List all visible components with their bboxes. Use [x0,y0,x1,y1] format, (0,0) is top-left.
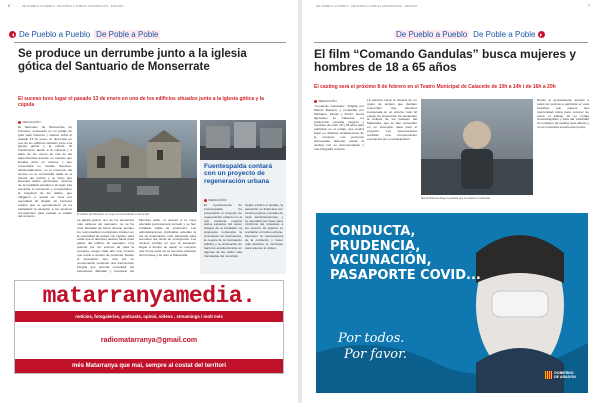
article-column: “Comando Gandulas”, dirigida por Marcel Barrena y producida por Mediapro, Filmax y Filmin, busca figurantes en Calaceite. La producción necesita mujeres y hombres de entre 18 y 65 años para participar en el rodaje, que tendrá lugar en distintas localizaciones de la comarca. Las personas interesadas deberán acudir al casting con su documentación y una fotografía reciente. [314,105,364,151]
byline-dot-icon [18,121,21,124]
sidebar-byline [204,198,227,202]
article-photo [77,120,197,212]
section-header [6,30,160,39]
headline-line: CONDUCTA, [330,224,416,239]
section-primary: De Pueblo a Pueblo [19,30,91,39]
article-column: La película narra la historia de un grupo de amigos que deciden emprender una aventura inesperada en un entorno rural. El equipo de producción ha destacado la belleza de los paisajes del Matarraña, que se han convertido en un escenario ideal para el proyecto. Los seleccionados recibirán una compensación económica por su participación. [367,99,417,141]
section-header [394,30,548,39]
byline-dot-icon [314,100,317,103]
sponsor-name [554,371,576,379]
headline-line: PRUDENCIA, [330,238,421,254]
article-column: El Santuario de Monserrate de Fórnoles, enclavado en un paraje de gran valor histórico y natural, sufrió el pasado 13 de enero un derrumbe en uno de los edificios situados junto a la iglesia gótica y la cúpula. El hundimiento afectó a la cubierta y a parte de los muros de una de las dependencias anexas, un espacio que llevaba años en desuso y que presentaba un notable deterioro. Afortunadamente, en el momento del suceso no se encontraba nadie en el interior del recinto y no hubo que lamentar daños personales. Vecinos de la localidad acudieron al lugar tras escuchar el estruendo y comprobaron la magnitud de los daños, que obligaron a acotar la zona por seguridad. El alcalde de Fórnoles explicó que el ayuntamiento ya ha trasladado la situación a los técnicos competentes para evaluar el estado del conjunto. [18,126,72,219]
government-logo [545,371,576,379]
sidebar-photo [200,120,286,160]
article-column: Desde el ayuntamiento animan a todos los vecinos a participar en esta iniciativa, que supone una oportunidad única para conocer de cerca el trabajo de un rodaje cinematográfico y para dar visibilidad al municipio. El casting será abierto y no es necesaria experiencia previa. [537,99,589,130]
aragon-flag-icon [545,371,552,379]
arrow-left-icon [9,31,16,38]
photo-caption: El edificio del Santuario en el que se ha producido el derrumbe. [77,213,150,216]
page-number: 6 [8,4,10,8]
page-number: 7 [588,4,590,8]
article-column: Mientras tanto, el acceso a la zona afectada permanecerá cerrado y se han instalado vallas de protección. Las administraciones implicadas estudian la vía de financiación más adecuada para acometer las obras de emergencia. Los vecinos confían en que la actuación llegue a tiempo de salvar un conjunto que forma parte de la memoria colectiva de Fórnoles y de todo el Matarraña. [139,219,196,258]
sidebar-column: Según explicó el alcalde, la actuación se financiará con fondos propios y ayudas de otras administraciones, y se ejecutará por fases para minimizar las molestias a los vecinos. El objetivo es revitalizar el núcleo urbano, favorecer la permanencia de la población y hacer más atractivo el municipio para quienes lo visitan. [245,204,283,250]
byline-text: REDACCIÓN [318,99,337,103]
left-page [0,0,298,403]
headline-line: VACUNACIÓN, [330,253,432,269]
ad-services: notícies, fotogaleries, podcasts, opinió, vídeos , streamings i molt més [15,311,283,322]
slogan-line: Por favor. [344,346,408,362]
article-title: El film “Comando Gandulas” busca mujeres y hombres de 18 a 65 años [314,47,577,75]
sidebar-column: El Ayuntamiento de Fuentespalda ha presentado el proyecto de regeneración urbana con el que pretende mejorar varios espacios del casco antiguo de la localidad. La propuesta contempla la renovación de pavimentos, la mejora de la iluminación pública y la eliminación de barreras arquitectónicas en algunas de las calles más transitadas del municipio. [204,204,242,258]
article-title: Se produce un derrumbe junto a la iglesia gótica del Santuario de Monserrate [18,48,247,73]
headline-line: PASAPORTE COVID... [330,267,481,283]
byline-dot-icon [204,199,207,202]
byline-text: REDACCIÓN [22,120,41,124]
arrow-right-icon [538,31,545,38]
ad-email[interactable]: radiomatarranya@gmail.com [100,337,198,344]
page-runner: DE PUEBLO A PUEBLO · DE POBLE A POBLE | MATARRANYA · EDICIÓN [22,4,124,8]
ad-brand: matarranyamedia. [42,283,256,309]
director-photo-icon [421,99,533,195]
ad-headline [330,225,481,283]
article-byline [314,99,337,103]
ad-slogan: més Matarranya que mai, sempre al costat del territori [15,359,283,373]
right-page [302,0,600,403]
slogan-line: Por todos. [338,331,405,346]
photo-caption: Marcel Barrena dirige la película que se rodará en Calaceite. [421,197,491,200]
sponsor-line: DE ARAGON [554,375,576,380]
page-runner: DE PUEBLO A PUEBLO · DE POBLE A POBLE | MATARRANYA · EDICIÓN [316,4,418,8]
sponsor-line: GOBIERNO [554,371,574,375]
ad-slogan [338,331,407,362]
street-photo-icon [200,120,286,160]
article-byline [18,120,41,124]
article-photo [421,99,533,195]
byline-text: REDACCIÓN [208,198,227,202]
sanctuary-photo-icon [77,120,197,212]
section-primary: De Pueblo a Pueblo [396,30,468,39]
article-lead: El suceso tuvo lugar el pasado 13 de enero en uno de los edificios situados junto a la iglesia gótica y la cúpula [18,96,264,109]
section-secondary: De Poble a Poble [473,30,536,39]
divider [314,42,588,43]
article-column: La iglesia gótica, uno de los elementos más valiosos del santuario, no se ha visto afectada de forma directa, aunque los responsables municipales insisten en la necesidad de actuar con rapidez para evitar que el deterioro avance hacia otras partes del edificio. El santuario, muy querido por los vecinos de toda la comarca, acoge cada año una romería que reúne a cientos de personas. Desde la asociación que vela por su conservación reclaman una intervención integral que permita consolidar las estructuras dañadas y recuperar los [77,219,134,273]
matarranya-media-ad[interactable] [14,280,284,374]
aragon-covid-ad[interactable] [316,213,588,393]
sidebar-title: Fuentespalda contará con un proyecto de regeneración urbana [204,163,273,185]
article-lead: El casting será el próximo 8 de febrero en el Teatro Municipal de Calaceite de 10h a 14h i de 16h a 20h [314,84,556,90]
section-secondary: De Poble a Poble [96,30,159,39]
divider [14,42,286,43]
